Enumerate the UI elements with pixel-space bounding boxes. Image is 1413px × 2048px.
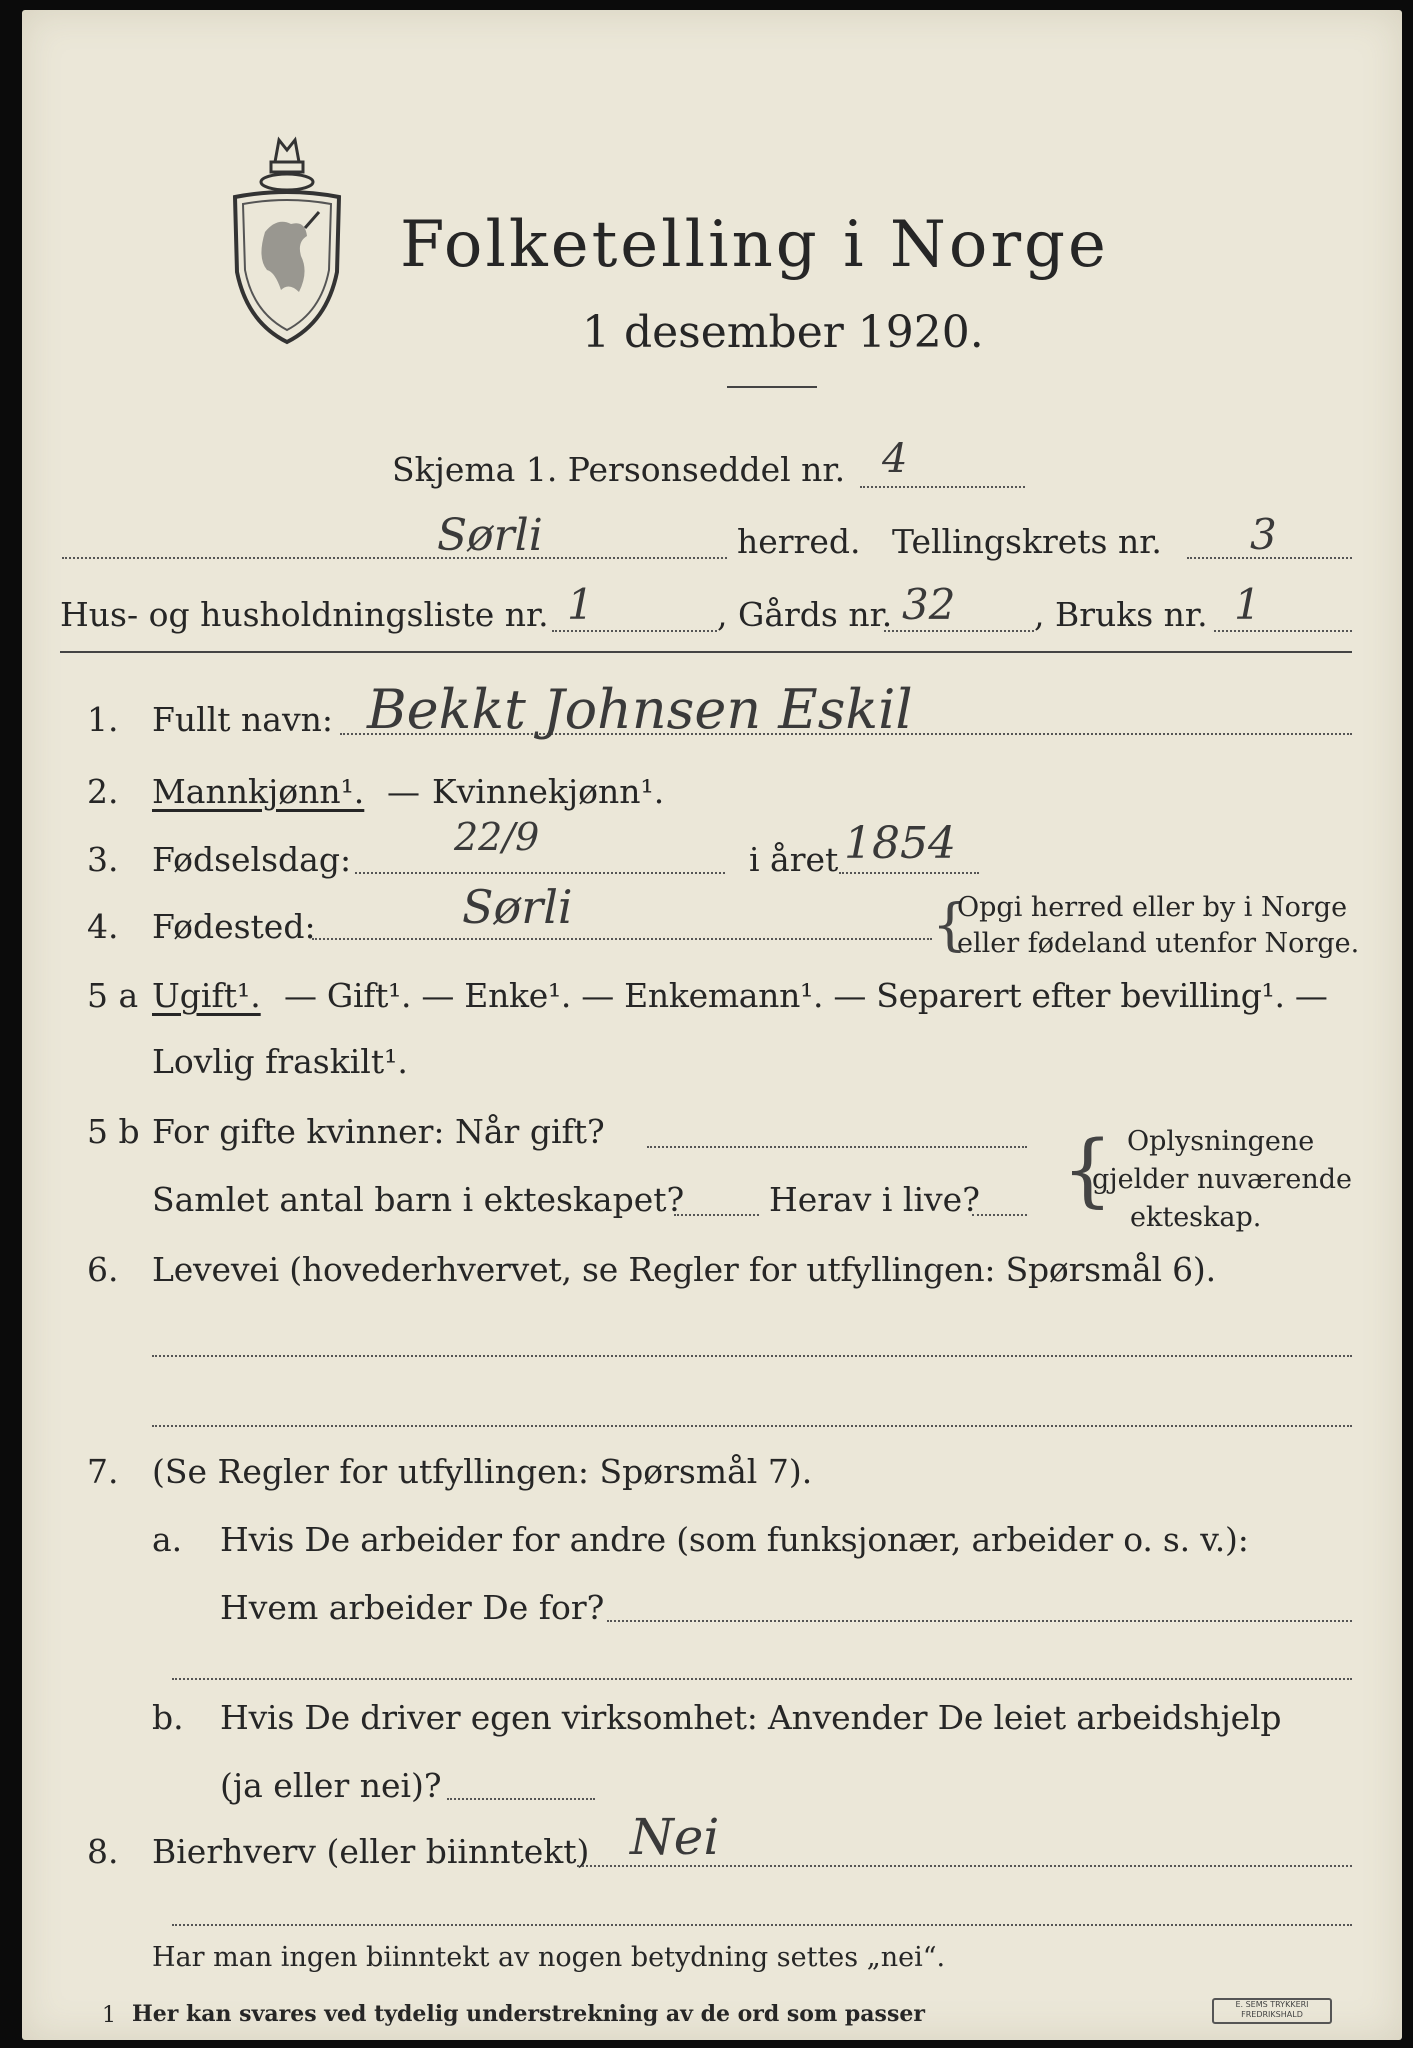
q4-number: 4. — [87, 907, 119, 946]
q5b-label-alive: Herav i live? — [769, 1180, 980, 1219]
q6-label: Levevei (hovederhvervet, se Regler for utfyllingen: Spørsmål 6). — [152, 1250, 1216, 1289]
q2-separator: — — [387, 772, 420, 811]
title-divider — [727, 386, 817, 388]
full-name-value: Bekkt Johnsen Eskil — [367, 678, 913, 741]
employer-field-2[interactable] — [172, 1678, 1352, 1680]
q7b-number: b. — [152, 1698, 184, 1737]
q5b-label-children: Samlet antal barn i ekteskapet? — [152, 1180, 685, 1219]
q8-label: Bierhverv (eller biinntekt) — [152, 1832, 590, 1871]
q7a-number: a. — [152, 1520, 183, 1559]
tellingskrets-label: Tellingskrets nr. — [892, 522, 1162, 561]
personseddel-field[interactable] — [860, 486, 1025, 488]
q5b-note-3: ekteskap. — [1130, 1202, 1262, 1233]
bruks-value: 1 — [1234, 580, 1261, 629]
printer-stamp-text: E. SEMS TRYKKERI FREDRIKSHALD — [1235, 2000, 1309, 2019]
q6-number: 6. — [87, 1250, 119, 1289]
q7-label: (Se Regler for utfyllingen: Spørsmål 7). — [152, 1452, 813, 1491]
side-income-note: Har man ingen biinntekt av nogen betydning settes „nei“. — [152, 1942, 946, 1973]
children-alive-field[interactable] — [972, 1214, 1027, 1216]
gards-label: , Gårds nr. — [717, 595, 893, 634]
birth-year-value: 1854 — [844, 818, 956, 869]
hired-help-field[interactable] — [447, 1798, 595, 1800]
birth-year-field[interactable] — [839, 872, 979, 874]
footnote-number: 1 — [102, 2003, 116, 2028]
form-title: Folketelling i Norge — [400, 208, 1109, 282]
q3-number: 3. — [87, 840, 119, 879]
q7a-text-2: Hvem arbeider De for? — [220, 1588, 605, 1627]
q4-brace: { — [932, 893, 968, 958]
married-when-field[interactable] — [647, 1146, 1027, 1148]
personseddel-value: 4 — [882, 436, 908, 482]
employer-field[interactable] — [607, 1620, 1352, 1622]
form-date: 1 desember 1920. — [582, 307, 984, 358]
q7-number: 7. — [87, 1452, 119, 1491]
q4-note-1: Opgi herred eller by i Norge — [957, 892, 1348, 923]
children-count-field[interactable] — [674, 1214, 759, 1216]
herred-field[interactable] — [62, 557, 727, 559]
header-rule — [60, 651, 1352, 653]
q8-number: 8. — [87, 1832, 119, 1871]
male-option[interactable]: Mannkjønn¹. — [152, 772, 365, 811]
footnote-text: Her kan svares ved tydelig understrekning av de ord som passer — [132, 2001, 925, 2027]
q7b-text: Hvis De driver egen virksomhet: Anvender De leiet arbeidshjelp — [220, 1698, 1282, 1737]
birthday-value: 22/9 — [454, 815, 540, 859]
civil-status-options[interactable]: — Gift¹. — Enke¹. — Enkemann¹. — Separert efter bevilling¹. — — [284, 976, 1328, 1015]
coat-of-arms-icon — [227, 132, 347, 347]
unmarried-option[interactable]: Ugift¹. — [152, 976, 261, 1015]
q3-label: Fødselsdag: — [152, 840, 352, 879]
gards-field[interactable] — [884, 630, 1034, 632]
q5b-note-1: Oplysningene — [1127, 1126, 1315, 1157]
divorced-option[interactable]: Lovlig fraskilt¹. — [152, 1042, 408, 1081]
birthday-field[interactable] — [355, 872, 725, 874]
q1-number: 1. — [87, 700, 119, 739]
occupation-field-1[interactable] — [152, 1355, 1352, 1357]
q1-label: Fullt navn: — [152, 700, 333, 739]
occupation-field-2[interactable] — [152, 1425, 1352, 1427]
birthplace-field[interactable] — [312, 938, 932, 940]
side-income-field-2[interactable] — [172, 1924, 1352, 1926]
tellingskrets-value: 3 — [1250, 510, 1277, 559]
q5b-brace: { — [1062, 1123, 1113, 1216]
q5b-label-married: For gifte kvinner: Når gift? — [152, 1112, 605, 1151]
q5b-note-2: gjelder nuværende — [1092, 1164, 1352, 1195]
husliste-field[interactable] — [552, 630, 717, 632]
q5b-number: 5 b — [87, 1112, 140, 1151]
q7b-text-2: (ja eller nei)? — [220, 1766, 442, 1805]
gards-value: 32 — [902, 580, 956, 629]
herred-value: Sørli — [437, 510, 543, 561]
q7a-text: Hvis De arbeider for andre (som funksjonær, arbeider o. s. v.): — [220, 1520, 1249, 1559]
skjema-label: Skjema 1. Personseddel nr. — [392, 450, 846, 489]
female-option[interactable]: Kvinnekjønn¹. — [432, 772, 665, 811]
husliste-label: Hus- og husholdningsliste nr. — [60, 595, 549, 634]
q4-label: Fødested: — [152, 907, 316, 946]
bruks-field[interactable] — [1214, 630, 1352, 632]
bruks-label: , Bruks nr. — [1034, 595, 1208, 634]
husliste-value: 1 — [567, 580, 594, 629]
q2-number: 2. — [87, 772, 119, 811]
census-form — [22, 10, 1402, 2040]
q4-note-2: eller fødeland utenfor Norge. — [957, 928, 1360, 959]
printer-stamp — [1212, 1998, 1332, 2024]
herred-label: herred. — [737, 522, 861, 561]
birthplace-value: Sørli — [462, 880, 573, 934]
year-label: i året — [749, 840, 839, 879]
side-income-value: Nei — [630, 1808, 720, 1866]
q5a-number: 5 a — [87, 976, 139, 1015]
